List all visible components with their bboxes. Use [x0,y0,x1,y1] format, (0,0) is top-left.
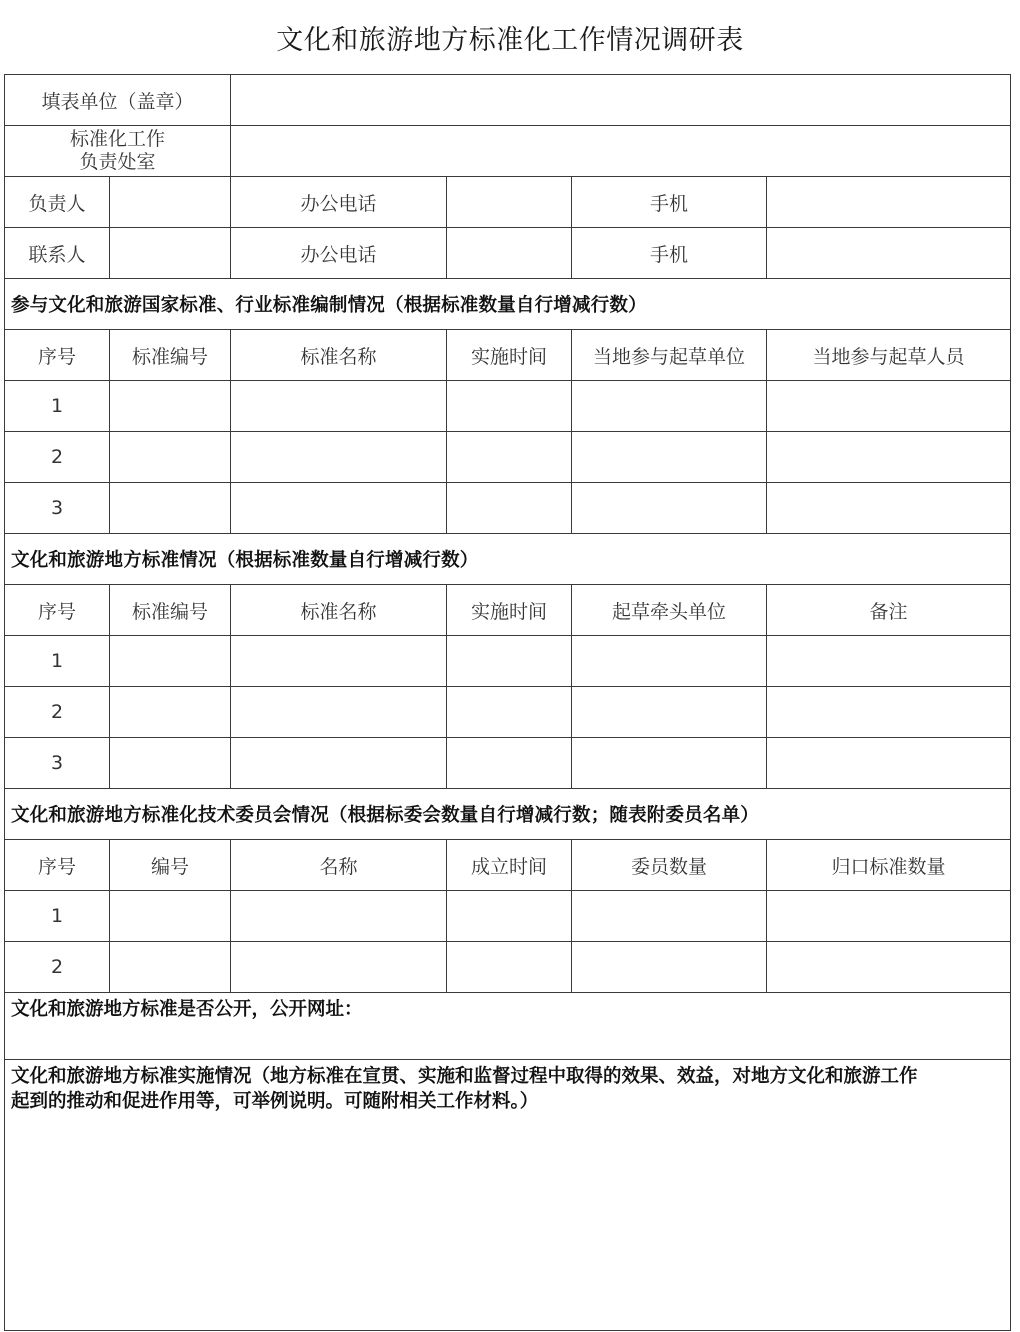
dept-label-line1: 标准化工作 [70,128,166,150]
table-cell[interactable] [110,942,231,993]
table-cell[interactable] [231,687,447,738]
table-cell[interactable] [767,891,1011,942]
row-number: 1 [5,381,110,432]
table-cell[interactable] [572,738,767,789]
table-cell[interactable] [231,891,447,942]
row-number: 2 [5,687,110,738]
table-cell[interactable] [231,738,447,789]
table-row [5,738,1011,789]
s1-col-header: 标准编号 [110,330,231,381]
table-cell[interactable] [447,432,572,483]
table-cell[interactable] [447,483,572,534]
s3-col-header: 成立时间 [447,840,572,891]
table-cell[interactable] [767,942,1011,993]
table-cell[interactable] [572,432,767,483]
table-row [5,891,1011,942]
table-cell[interactable] [572,636,767,687]
table-cell[interactable] [231,381,447,432]
table-row [5,636,1011,687]
row-number: 3 [5,738,110,789]
implementation-text-line2: 起到的推动和促进作用等，可举例说明。可随附相关工作材料。） [11,1091,539,1112]
table-cell[interactable] [110,483,231,534]
head-input-cell[interactable] [110,177,231,228]
row-number: 1 [5,636,110,687]
table-cell[interactable] [110,687,231,738]
row-number: 2 [5,942,110,993]
table-cell[interactable] [447,636,572,687]
section1-heading: 参与文化和旅游国家标准、行业标准编制情况（根据标准数量自行增减行数） [5,279,1011,330]
contact-input-cell[interactable] [110,228,231,279]
survey-form-table [4,74,1011,1331]
s3-col-header: 序号 [5,840,110,891]
dept-row [5,126,1011,177]
public-url-label: 文化和旅游地方标准是否公开，公开网址： [11,999,363,1020]
s2-col-header: 起草牵头单位 [572,585,767,636]
row-number: 2 [5,432,110,483]
table-cell[interactable] [767,432,1011,483]
public-row [5,993,1011,1060]
s3-col-header: 委员数量 [572,840,767,891]
section2-header-row [5,585,1011,636]
table-cell[interactable] [767,381,1011,432]
s1-col-header: 当地参与起草人员 [767,330,1011,381]
table-cell[interactable] [447,942,572,993]
table-cell[interactable] [447,687,572,738]
contact-office-phone-label: 办公电话 [231,228,447,279]
head-row [5,177,1011,228]
row-number: 3 [5,483,110,534]
table-row [5,483,1011,534]
table-cell[interactable] [767,483,1011,534]
unit-row [5,75,1011,126]
head-mobile-label: 手机 [572,177,767,228]
s3-col-header: 名称 [231,840,447,891]
head-office-phone-label: 办公电话 [231,177,447,228]
table-cell[interactable] [447,381,572,432]
s1-col-header: 实施时间 [447,330,572,381]
contact-office-phone-input[interactable] [447,228,572,279]
table-row [5,381,1011,432]
section3-header-row [5,840,1011,891]
s1-col-header: 标准名称 [231,330,447,381]
s2-col-header: 序号 [5,585,110,636]
table-row [5,687,1011,738]
contact-row [5,228,1011,279]
table-cell[interactable] [447,891,572,942]
form-title: 文化和旅游地方标准化工作情况调研表 [276,24,744,56]
table-cell[interactable] [447,738,572,789]
table-cell[interactable] [767,636,1011,687]
section2-heading: 文化和旅游地方标准情况（根据标准数量自行增减行数） [5,534,1011,585]
table-cell[interactable] [767,738,1011,789]
dept-input-cell[interactable] [231,126,1011,177]
contact-mobile-label: 手机 [572,228,767,279]
table-row [5,942,1011,993]
public-url-cell[interactable] [5,993,1011,1060]
section3-heading: 文化和旅游地方标准化技术委员会情况（根据标委会数量自行增减行数；随表附委员名单） [5,789,1011,840]
implementation-cell[interactable] [5,1060,1011,1331]
unit-label: 填表单位（盖章） [5,75,231,126]
table-cell[interactable] [110,891,231,942]
s2-col-header: 标准编号 [110,585,231,636]
s3-col-header: 归口标准数量 [767,840,1011,891]
table-cell[interactable] [767,687,1011,738]
table-cell[interactable] [231,432,447,483]
contact-label: 联系人 [5,228,110,279]
implementation-row [5,1060,1011,1331]
table-cell[interactable] [110,636,231,687]
dept-label-line2: 负责处室 [79,151,156,173]
contact-mobile-input[interactable] [767,228,1011,279]
unit-input-cell[interactable] [231,75,1011,126]
section1-heading-row [5,279,1011,330]
table-cell[interactable] [572,381,767,432]
table-cell[interactable] [110,738,231,789]
table-cell[interactable] [110,381,231,432]
table-row [5,432,1011,483]
head-label: 负责人 [5,177,110,228]
s2-col-header: 标准名称 [231,585,447,636]
implementation-text-line1: 文化和旅游地方标准实施情况（地方标准在宣贯、实施和监督过程中取得的效果、效益，对地方文化和旅游工作 [11,1066,918,1087]
table-cell[interactable] [572,891,767,942]
table-cell[interactable] [572,483,767,534]
s1-col-header: 当地参与起草单位 [572,330,767,381]
dept-label [5,126,231,177]
table-cell[interactable] [110,432,231,483]
head-office-phone-input[interactable] [447,177,572,228]
section2-heading-row [5,534,1011,585]
row-number: 1 [5,891,110,942]
table-cell[interactable] [572,942,767,993]
head-mobile-input[interactable] [767,177,1011,228]
section1-header-row [5,330,1011,381]
table-cell[interactable] [231,942,447,993]
s3-col-header: 编号 [110,840,231,891]
table-cell[interactable] [231,483,447,534]
section3-heading-row [5,789,1011,840]
table-cell[interactable] [572,687,767,738]
s2-col-header: 实施时间 [447,585,572,636]
table-cell[interactable] [231,636,447,687]
s2-col-header: 备注 [767,585,1011,636]
s1-col-header: 序号 [5,330,110,381]
